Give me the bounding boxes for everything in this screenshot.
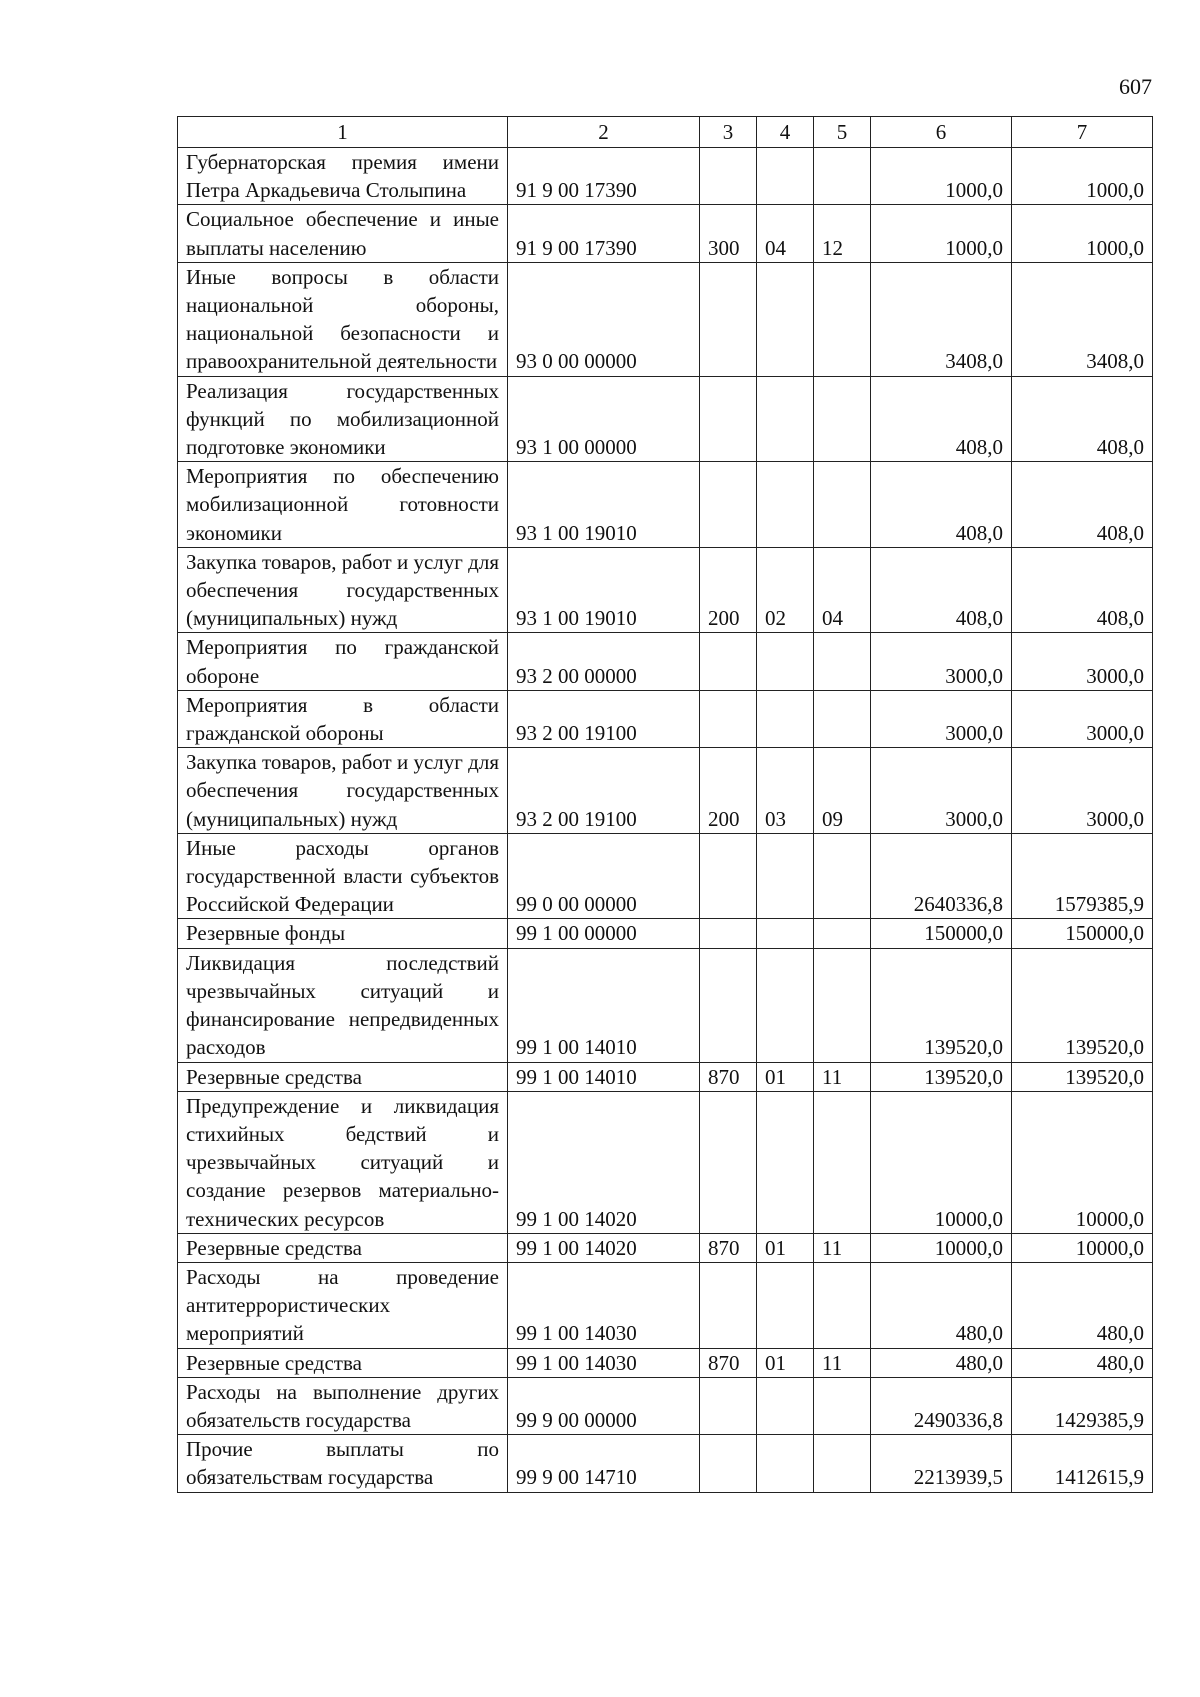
header-row bbox=[178, 117, 1153, 148]
section-code-cell bbox=[757, 1091, 814, 1233]
target-code-cell: 99 1 00 14030 bbox=[508, 1262, 700, 1348]
subsection-code-cell: 04 bbox=[814, 547, 871, 633]
expense-type-cell bbox=[700, 948, 757, 1062]
target-code-cell: 99 1 00 14010 bbox=[508, 1062, 700, 1091]
item-name-cell: Резервные средства bbox=[178, 1062, 508, 1091]
amount-year-1-cell: 2490336,8 bbox=[871, 1377, 1012, 1434]
target-code-cell: 93 1 00 19010 bbox=[508, 547, 700, 633]
amount-year-2-cell: 10000,0 bbox=[1012, 1091, 1153, 1233]
amount-year-1-cell: 2640336,8 bbox=[871, 833, 1012, 919]
target-code-cell: 99 1 00 14010 bbox=[508, 948, 700, 1062]
target-code-cell: 99 1 00 14020 bbox=[508, 1233, 700, 1262]
table-row bbox=[178, 948, 1153, 1062]
expense-type-cell bbox=[700, 833, 757, 919]
section-code-cell bbox=[757, 690, 814, 747]
table-row bbox=[178, 1348, 1153, 1377]
expense-type-cell: 870 bbox=[700, 1233, 757, 1262]
table-row bbox=[178, 1233, 1153, 1262]
target-code-cell: 91 9 00 17390 bbox=[508, 148, 700, 205]
amount-year-2-cell: 1000,0 bbox=[1012, 205, 1153, 262]
subsection-code-cell bbox=[814, 833, 871, 919]
amount-year-2-cell: 1000,0 bbox=[1012, 148, 1153, 205]
subsection-code-cell bbox=[814, 1262, 871, 1348]
section-code-cell: 02 bbox=[757, 547, 814, 633]
amount-year-1-cell: 408,0 bbox=[871, 462, 1012, 548]
item-name-cell: Ликвидация последствий чрезвычайных ситуаций и финансирование непредвиденных расходов bbox=[178, 948, 508, 1062]
section-code-cell bbox=[757, 633, 814, 690]
subsection-code-cell: 12 bbox=[814, 205, 871, 262]
amount-year-2-cell: 408,0 bbox=[1012, 376, 1153, 462]
amount-year-1-cell: 3000,0 bbox=[871, 633, 1012, 690]
target-code-cell: 99 9 00 14710 bbox=[508, 1435, 700, 1492]
table-row bbox=[178, 1062, 1153, 1091]
amount-year-1-cell: 408,0 bbox=[871, 376, 1012, 462]
expense-type-cell bbox=[700, 1435, 757, 1492]
section-code-cell bbox=[757, 148, 814, 205]
expense-type-cell bbox=[700, 1091, 757, 1233]
table-row bbox=[178, 376, 1153, 462]
expense-type-cell bbox=[700, 262, 757, 376]
amount-year-2-cell: 3408,0 bbox=[1012, 262, 1153, 376]
subsection-code-cell bbox=[814, 948, 871, 1062]
section-code-cell bbox=[757, 1262, 814, 1348]
amount-year-1-cell: 150000,0 bbox=[871, 919, 1012, 948]
target-code-cell: 93 1 00 19010 bbox=[508, 462, 700, 548]
amount-year-1-cell: 10000,0 bbox=[871, 1091, 1012, 1233]
column-header-1: 1 bbox=[178, 117, 508, 148]
section-code-cell bbox=[757, 948, 814, 1062]
amount-year-1-cell: 3000,0 bbox=[871, 690, 1012, 747]
expense-type-cell: 870 bbox=[700, 1062, 757, 1091]
expense-type-cell bbox=[700, 919, 757, 948]
item-name-cell: Иные вопросы в области национальной обороны, национальной безопасности и правоохранительной деятельности bbox=[178, 262, 508, 376]
subsection-code-cell: 11 bbox=[814, 1348, 871, 1377]
subsection-code-cell: 09 bbox=[814, 748, 871, 834]
target-code-cell: 99 1 00 14020 bbox=[508, 1091, 700, 1233]
expense-type-cell: 200 bbox=[700, 547, 757, 633]
amount-year-2-cell: 3000,0 bbox=[1012, 633, 1153, 690]
amount-year-1-cell: 408,0 bbox=[871, 547, 1012, 633]
item-name-cell: Прочие выплаты по обязательствам государства bbox=[178, 1435, 508, 1492]
amount-year-2-cell: 1579385,9 bbox=[1012, 833, 1153, 919]
target-code-cell: 91 9 00 17390 bbox=[508, 205, 700, 262]
amount-year-1-cell: 10000,0 bbox=[871, 1233, 1012, 1262]
section-code-cell bbox=[757, 462, 814, 548]
section-code-cell bbox=[757, 262, 814, 376]
table-header bbox=[178, 117, 1153, 148]
expense-type-cell bbox=[700, 462, 757, 548]
target-code-cell: 99 9 00 00000 bbox=[508, 1377, 700, 1434]
target-code-cell: 93 2 00 00000 bbox=[508, 633, 700, 690]
section-code-cell: 03 bbox=[757, 748, 814, 834]
table-row bbox=[178, 919, 1153, 948]
item-name-cell: Социальное обеспечение и иные выплаты населению bbox=[178, 205, 508, 262]
amount-year-2-cell: 150000,0 bbox=[1012, 919, 1153, 948]
subsection-code-cell: 11 bbox=[814, 1062, 871, 1091]
target-code-cell: 93 0 00 00000 bbox=[508, 262, 700, 376]
target-code-cell: 99 1 00 14030 bbox=[508, 1348, 700, 1377]
item-name-cell: Мероприятия в области гражданской обороны bbox=[178, 690, 508, 747]
section-code-cell: 01 bbox=[757, 1062, 814, 1091]
subsection-code-cell bbox=[814, 633, 871, 690]
amount-year-1-cell: 1000,0 bbox=[871, 148, 1012, 205]
table-row bbox=[178, 833, 1153, 919]
amount-year-1-cell: 2213939,5 bbox=[871, 1435, 1012, 1492]
table-row bbox=[178, 205, 1153, 262]
table-row bbox=[178, 462, 1153, 548]
item-name-cell: Губернаторская премия имени Петра Аркадьевича Столыпина bbox=[178, 148, 508, 205]
expense-type-cell: 300 bbox=[700, 205, 757, 262]
column-header-2: 2 bbox=[508, 117, 700, 148]
target-code-cell: 93 2 00 19100 bbox=[508, 748, 700, 834]
expense-type-cell bbox=[700, 690, 757, 747]
subsection-code-cell bbox=[814, 462, 871, 548]
target-code-cell: 93 1 00 00000 bbox=[508, 376, 700, 462]
item-name-cell: Мероприятия по гражданской обороне bbox=[178, 633, 508, 690]
section-code-cell bbox=[757, 376, 814, 462]
amount-year-1-cell: 139520,0 bbox=[871, 948, 1012, 1062]
amount-year-1-cell: 3408,0 bbox=[871, 262, 1012, 376]
amount-year-2-cell: 480,0 bbox=[1012, 1348, 1153, 1377]
item-name-cell: Расходы на выполнение других обязательств государства bbox=[178, 1377, 508, 1434]
item-name-cell: Расходы на проведение антитеррористических мероприятий bbox=[178, 1262, 508, 1348]
table-row bbox=[178, 1377, 1153, 1434]
target-code-cell: 93 2 00 19100 bbox=[508, 690, 700, 747]
item-name-cell: Предупреждение и ликвидация стихийных бедствий и чрезвычайных ситуаций и создание резервов материально-технических ресурсов bbox=[178, 1091, 508, 1233]
item-name-cell: Закупка товаров, работ и услуг для обеспечения государственных (муниципальных) нужд bbox=[178, 748, 508, 834]
subsection-code-cell bbox=[814, 376, 871, 462]
target-code-cell: 99 1 00 00000 bbox=[508, 919, 700, 948]
expense-type-cell bbox=[700, 1377, 757, 1434]
section-code-cell: 01 bbox=[757, 1233, 814, 1262]
subsection-code-cell bbox=[814, 690, 871, 747]
amount-year-1-cell: 480,0 bbox=[871, 1348, 1012, 1377]
amount-year-1-cell: 139520,0 bbox=[871, 1062, 1012, 1091]
expense-type-cell: 870 bbox=[700, 1348, 757, 1377]
amount-year-2-cell: 10000,0 bbox=[1012, 1233, 1153, 1262]
item-name-cell: Резервные средства bbox=[178, 1348, 508, 1377]
amount-year-2-cell: 139520,0 bbox=[1012, 1062, 1153, 1091]
amount-year-2-cell: 480,0 bbox=[1012, 1262, 1153, 1348]
target-code-cell: 99 0 00 00000 bbox=[508, 833, 700, 919]
section-code-cell: 04 bbox=[757, 205, 814, 262]
section-code-cell: 01 bbox=[757, 1348, 814, 1377]
table-row bbox=[178, 1435, 1153, 1492]
column-header-6: 6 bbox=[871, 117, 1012, 148]
table-row bbox=[178, 690, 1153, 747]
expense-type-cell bbox=[700, 376, 757, 462]
page-number: 607 bbox=[1119, 74, 1152, 99]
item-name-cell: Закупка товаров, работ и услуг для обеспечения государственных (муниципальных) нужд bbox=[178, 547, 508, 633]
amount-year-2-cell: 408,0 bbox=[1012, 462, 1153, 548]
table-row bbox=[178, 1262, 1153, 1348]
subsection-code-cell bbox=[814, 1435, 871, 1492]
column-header-3: 3 bbox=[700, 117, 757, 148]
expense-type-cell: 200 bbox=[700, 748, 757, 834]
table-body bbox=[178, 148, 1153, 1493]
amount-year-1-cell: 3000,0 bbox=[871, 748, 1012, 834]
column-header-4: 4 bbox=[757, 117, 814, 148]
table-row bbox=[178, 547, 1153, 633]
item-name-cell: Реализация государственных функций по мобилизационной подготовке экономики bbox=[178, 376, 508, 462]
expense-type-cell bbox=[700, 633, 757, 690]
table-row bbox=[178, 633, 1153, 690]
table-row bbox=[178, 148, 1153, 205]
budget-table bbox=[177, 116, 1153, 1493]
expense-type-cell bbox=[700, 1262, 757, 1348]
column-header-7: 7 bbox=[1012, 117, 1153, 148]
amount-year-1-cell: 480,0 bbox=[871, 1262, 1012, 1348]
subsection-code-cell: 11 bbox=[814, 1233, 871, 1262]
item-name-cell: Иные расходы органов государственной власти субъектов Российской Федерации bbox=[178, 833, 508, 919]
amount-year-2-cell: 1412615,9 bbox=[1012, 1435, 1153, 1492]
item-name-cell: Резервные фонды bbox=[178, 919, 508, 948]
subsection-code-cell bbox=[814, 1091, 871, 1233]
subsection-code-cell bbox=[814, 148, 871, 205]
amount-year-1-cell: 1000,0 bbox=[871, 205, 1012, 262]
section-code-cell bbox=[757, 1377, 814, 1434]
section-code-cell bbox=[757, 919, 814, 948]
table-row bbox=[178, 262, 1153, 376]
amount-year-2-cell: 3000,0 bbox=[1012, 748, 1153, 834]
table-row bbox=[178, 748, 1153, 834]
column-header-5: 5 bbox=[814, 117, 871, 148]
amount-year-2-cell: 139520,0 bbox=[1012, 948, 1153, 1062]
item-name-cell: Резервные средства bbox=[178, 1233, 508, 1262]
item-name-cell: Мероприятия по обеспечению мобилизационной готовности экономики bbox=[178, 462, 508, 548]
subsection-code-cell bbox=[814, 919, 871, 948]
amount-year-2-cell: 1429385,9 bbox=[1012, 1377, 1153, 1434]
expense-type-cell bbox=[700, 148, 757, 205]
subsection-code-cell bbox=[814, 1377, 871, 1434]
amount-year-2-cell: 3000,0 bbox=[1012, 690, 1153, 747]
subsection-code-cell bbox=[814, 262, 871, 376]
section-code-cell bbox=[757, 833, 814, 919]
section-code-cell bbox=[757, 1435, 814, 1492]
amount-year-2-cell: 408,0 bbox=[1012, 547, 1153, 633]
table-row bbox=[178, 1091, 1153, 1233]
